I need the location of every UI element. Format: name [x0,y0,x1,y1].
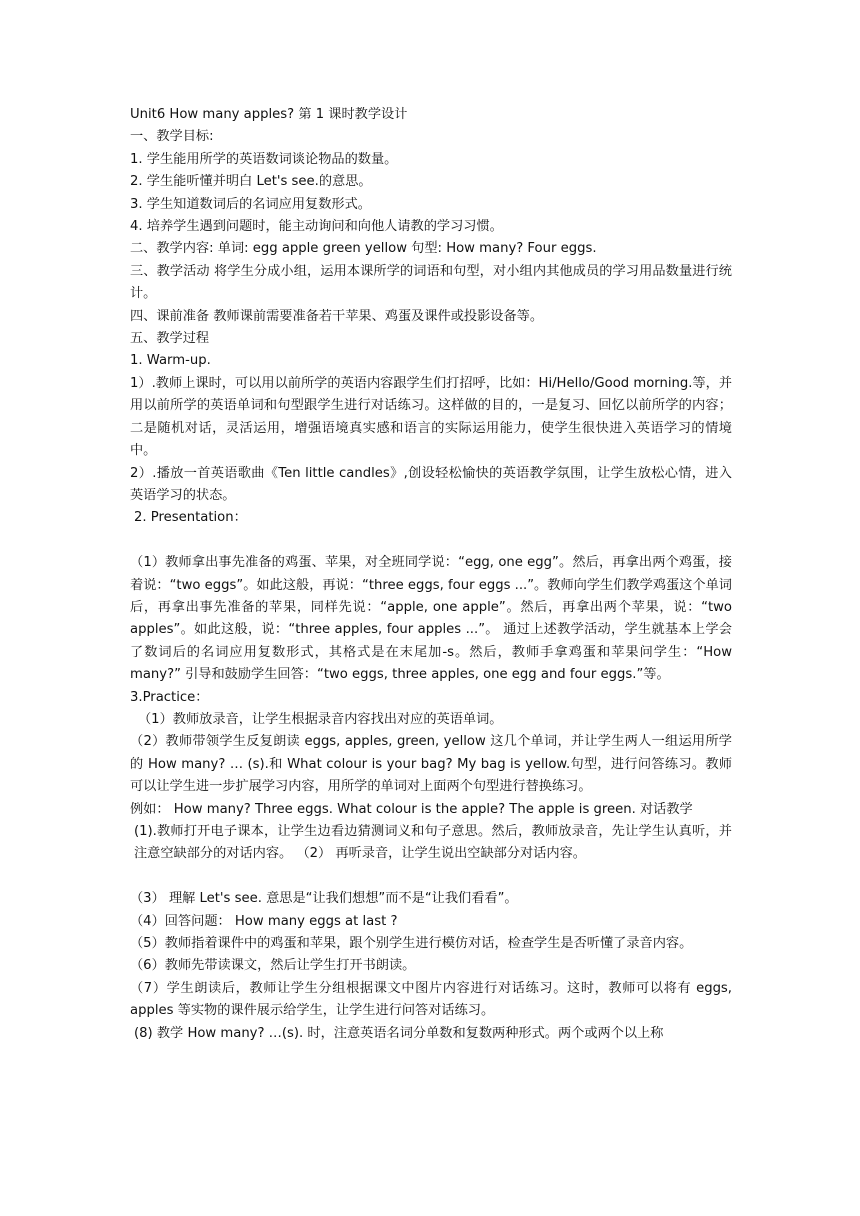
objective-item: 4. 培养学生遇到问题时，能主动询问和向他人请教的学习习惯。 [130,219,503,235]
dialogue-item: (8) 教学 How many? …(s). 时，注意英语名词分单数和复数两种形式。两个或两个以上称 [134,1025,664,1041]
practice-paragraph: （2）教师带领学生反复朗读 eggs, apples, green, yellow 这几个单词，并让学生两人一组运用所学的 How many? … (s).和 What colour is your bag? My bag is yellow.句型，进行问答练习。教师可以让学生进一步扩展学习内容，用所学的单词对上面两个句型进行替换练习。 [130,734,732,795]
warmup-paragraph-1: 1）.教师上课时，可以用以前所学的英语内容跟学生们打招呼，比如：Hi/Hello/Good morning.等，并用以前所学的英语单词和句型跟学生进行对话练习。这样做的目的，一是复习、回忆以前所学的内容；二是随机对话，灵活运用，增强语境真实感和语言的实际运用能力，使学生很快进入英语学习的情境中。 [130,375,732,459]
objective-item: 2. 学生能听懂并明白 Let's see.的意思。 [130,174,372,190]
dialogue-item: （6）教师先带读课文，然后让学生打开书朗读。 [130,958,416,974]
warmup-paragraph-2: 2）.播放一首英语歌曲《Ten little candles》,创设轻松愉快的英语教学氛围，让学生放松心情，进入英语学习的状态。 [130,465,732,503]
activity-paragraph: 三、教学活动 将学生分成小组，运用本课所学的词语和句型，对小组内其他成员的学习用品数量进行统计。 [130,263,732,302]
dialogue-item: （3） 理解 Let's see. 意思是“让我们想想”而不是“让我们看看”。 [130,891,518,907]
document-page [130,104,732,1045]
prep-line: 四、课前准备 教师课前需要准备若干苹果、鸡蛋及课件或投影设备等。 [130,308,544,324]
dialogue-item: （5）教师指着课件中的鸡蛋和苹果，跟个别学生进行模仿对话，检查学生是否听懂了录音内容。 [130,936,693,951]
presentation-heading: 2. Presentation： [134,510,247,526]
dialogue-item: （4）回答问题： How many eggs at last ? [130,913,398,929]
practice-item: （1）教师放录音，让学生根据录音内容找出对应的英语单词。 [138,711,503,727]
blank-line [130,530,732,552]
document-title: Unit6 How many apples? 第 1 课时教学设计 [130,107,408,122]
objective-item: 1. 学生能用所学的英语数词谈论物品的数量。 [130,151,398,167]
example-line: 例如： How many? Three eggs. What colour is the apple? The apple is green. 对话教学 [130,801,693,817]
warmup-heading: 1. Warm-up. [130,353,211,369]
objective-item: 3. 学生知道数词后的名词应用复数形式。 [130,196,371,212]
process-heading: 五、教学过程 [130,331,210,347]
blank-line [130,866,732,888]
dialogue-paragraph: (1).教师打开电子课本，让学生边看边猜测词义和句子意思。然后，教师放录音，先让学生认真听，并注意空缺部分的对话内容。 （2） 再听录音，让学生说出空缺部分对话内容。 [134,823,732,862]
presentation-paragraph: （1）教师拿出事先准备的鸡蛋、苹果，对全班同学说：“egg, one egg”。然后，再拿出两个鸡蛋，接着说：“two eggs”。如此这般，再说：“three eggs, four eggs ...”。教师向学生们教学鸡蛋这个单词后，再拿出事先准备的苹果，同样先说：“apple, one apple”。然后，再拿出两个苹果，说：“two apples”。如此这般，说：“three apples, four apples ...”。 通过上述教学活动，学生就基本上学会了数词后的名词应用复数形式，其格式是在末尾加-s。然后，教师手拿鸡蛋和苹果问学生：“How many?” 引导和鼓励学生回答：“two eggs, three apples, one egg and four eggs.”等。 [130,555,732,683]
dialogue-item: （7）学生朗读后，教师让学生分组根据课文中图片内容进行对话练习。这时，教师可以将有 eggs, apples 等实物的课件展示给学生，让学生进行问答对话练习。 [130,980,732,1019]
content-line: 二、教学内容: 单词: egg apple green yellow 句型: How many? Four eggs. [130,241,597,257]
objectives-heading: 一、教学目标: [130,129,214,145]
practice-heading: 3.Practice： [130,689,209,705]
